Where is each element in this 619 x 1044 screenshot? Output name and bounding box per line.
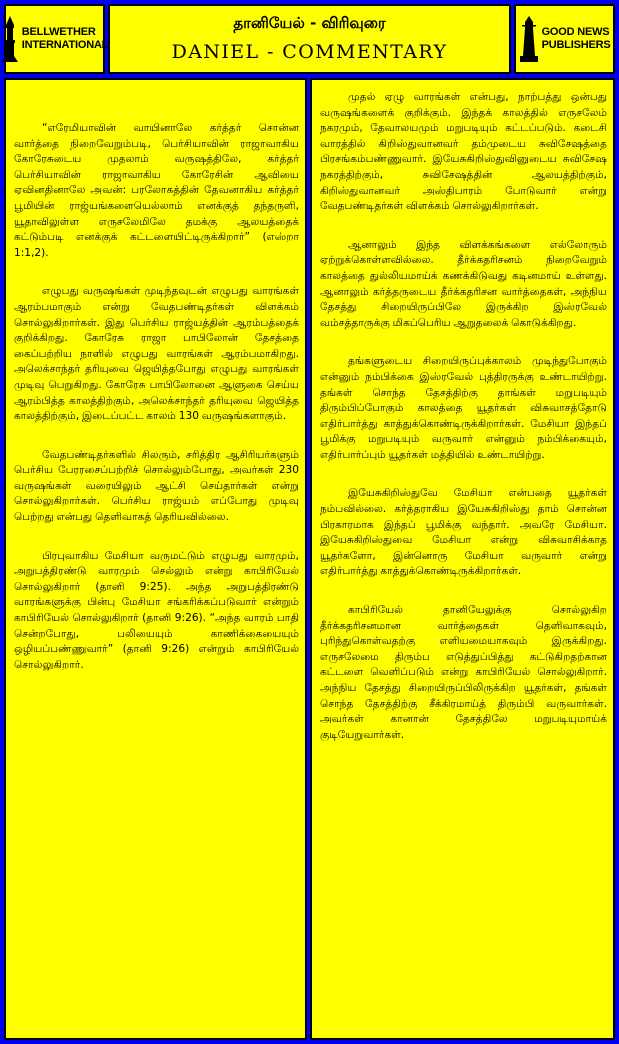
right-column: [310, 78, 615, 1040]
bellwether-logo-box: [4, 4, 109, 74]
right-paragraph-1: முதல் ஏழு வாரங்கள் என்பது, நாற்பத்து ஒன்பது வருஷங்களைக் குறிக்கும். இந்தக் காலத்தில் எருசலேம் நகரமும், தேவாலயமும் மறுபடியும் கட்டப்படும். கடைசி வாரத்தில் கிறிஸ்துவானவர் தம்முடைய சுவிசேஷத்தை பிரசங்கம்பண்ணுவார். இயேசுகிறிஸ்துவினுடைய சுவிசேஷ நகரத்திற்கும், சுவிசேஷத்தின் ஆலயத்திற்கும், கிறிஸ்துவானவர் அஸ்திபாரம் போடுவார் என்று வேதபண்டிதர்கள் விளக்கம் சொல்லுகிறார்கள்.: [320, 91, 607, 213]
title-english: DANIEL - COMMENTARY: [171, 41, 448, 63]
bellwether-logo-text: BELLWETHER INTERNATIONAL: [21, 26, 109, 51]
good-news-logo-box: [514, 4, 615, 74]
left-column: [4, 78, 307, 1040]
title-tamil: தானியேல் - விரிவுரை: [233, 14, 386, 32]
right-paragraph-3: தங்களுடைய சிறையிருப்புக்காலம் முடிந்துபோகும் என்னும் நம்பிக்கை இஸ்ரவேல் புத்திரருக்கு உண்டாயிற்று. தங்கள் சொந்த தேசத்திற்கு தாங்கள் மறுபடியும் திரும்பிப்போகும் காலத்தை யூதர்கள் விசுவாசத்தோடு எதிர்பார்த்து காத்துக்கொண்டிருக்கிறார்கள். மேசியா இந்தப் பூமிக்கு மறுபடியும் வருவார் என்னும் நம்பிக்கையும், எதிர்பார்ப்பும் யூதர்கள் மத்தியில் உண்டாயிற்று.: [320, 355, 607, 461]
good-news-logo-text: GOOD NEWS PUBLISHERS: [541, 26, 611, 51]
right-paragraph-4: இயேசுகிறிஸ்துவே மேசியா என்பதை யூதர்கள் நம்பவில்லை. கர்த்தராகிய இயேசுகிறிஸ்து தாம் சொன்ன பிரகாரமாக இந்தப் பூமிக்கு வந்தார். அவரே மேசியா. இயேசுகிறிஸ்துவை மேசியா என்று விசுவாசிக்காத யூதர்களோ, இன்னொரு மேசியா வருவார் என்று எதிர்பார்த்து காத்துக்கொண்டிருக்கிறார்கள்.: [320, 487, 607, 578]
left-paragraph-4: பிரபுவாகிய மேசியா வருமட்டும் எழுபது வாரமும், அறுபத்திரண்டு வாரமும் செல்லும் என்று காபிரியேல் சொல்லுகிறார் (தானி 9:25). அந்த அறுபத்திரண்டு வாரங்களுக்கு பின்பு மேசியா சங்கரிக்கப்படுவார் என்றும் காபிரியேல் சொல்லுகிறார் (தானி 9:26). “அந்த வாரம் பாதி சென்றபோது, பலியையும் காணிக்கையையும் ஒழியப்பண்ணுவார்” (தானி 9:26) என்றும் காபிரியேல் சொல்லுகிறார்.: [14, 549, 299, 671]
right-paragraph-2: ஆனாலும் இந்த விளக்கங்களை எல்லோரும் ஏற்றுக்கொள்ளவில்லை. தீர்க்கதரிசனம் நிறைவேறும் காலத்தை துல்லியமாய்க் கணக்கிடுவது கடினமாய் உள்ளது. ஆனாலும் கர்த்தருடைய தீர்க்கதரிசன வார்த்தைகள், அந்நிய தேசத்து சிறையிருப்பிலே இருக்கிற இஸ்ரவேல் வம்சத்தாருக்கு மிகப்பெரிய ஆறுதலைக் கொடுக்கிறது.: [320, 238, 607, 329]
left-paragraph-1: “எரேமியாவின் வாயினாலே கர்த்தர் சொன்ன வார்த்தை நிறைவேறும்படி, பெர்சியாவின் ராஜாவாகிய கோரேசுடைய முதலாம் வருஷத்திலே, கர்த்தர் பெர்சியாவின் ராஜாவாகிய கோரேசின் ஆவியை ஏவினதினாலே அவன்: பரலோகத்தின் தேவனாகிய கர்த்தர் பூமியின் ராஜ்யங்களையெல்லாம் எனக்குத் தந்தருளி, யூதாவிலுள்ள எருசலேமிலே தமக்கு ஆலயத்தைக் கட்டும்படி எனக்குக் கட்டளையிட்டிருக்கிறார்” (எஸ்றா 1:1,2).: [14, 122, 299, 259]
right-paragraph-5: காபிரியேல் தானியேலுக்கு சொல்லுகிற தீர்க்கதரிசனமான வார்த்தைகள் தெளிவாகவும், புரிந்துகொள்வதற்கு எளியமையாகவும் இருக்கிறது. எருசலேமை திரும்ப எடுத்துப்பித்து கட்டுகிறதற்கான கட்டளை வெளிப்படும் என்று காபிரியேல் சொல்லுகிறார். அந்நிய தேசத்து சிறையிருப்பிலிருக்கிற யூதர்கள், தங்கள் சொந்த தேசத்திற்கு சீக்கிரமாய்த் திரும்பி வருவார்கள். அவர்கள் கானான் தேசத்திலே மறுபடியுமாய்க் குடியேறுவார்கள்.: [320, 604, 607, 741]
left-paragraph-2: எழுபது வருஷங்கள் முடிந்தவுடன் எழுபது வாரங்கள் ஆரம்பமாகும் என்று வேதபண்டிதர்கள் விளக்கம் சொல்லுகிறார்கள். இது பெர்சிய ராஜ்யத்தின் ஆரம்பத்தைக் குறிக்கிறது. கோரேசு ராஜா பாபிலோன் தேசத்தை கைப்பற்றிய நாளில் எழுபது வாரங்கள் ஆரம்பமாகிறது. அலெக்சாந்தர் தரியுவை ஜெயித்தபோது எழுபது வாரங்கள் முடிவு பெறுகிறது. கோரேசு பாபிலோனை ஆளுகை செய்ய ஆரம்பித்த காலத்திற்கும், அலெக்சாந்தர் தரியுவை ஜெயித்த காலத்திற்கும், இடைப்பட்ட காலம் 130 வருஷங்களாகும்.: [14, 285, 299, 423]
bell-tower-icon: [1, 16, 19, 62]
bellwether-logo: [6, 6, 109, 72]
good-news-logo: [516, 6, 613, 72]
left-paragraph-3: வேதபண்டிதர்களில் சிலரும், சரித்திர ஆசிரியர்களும் பெர்சிய பேரரசைப்பற்றிச் சொல்லும்போது, அவர்கள் 230 வருஷங்கள் வரையிலும் ஆட்சி செய்தார்கள் என்று சொல்லுகிறார்கள். பெர்சிய ராஜ்யம் எப்போது முடிவு பெற்றது என்பது தெளிவாகத் தெரியவில்லை.: [14, 448, 299, 524]
lighthouse-icon: [519, 16, 539, 62]
title-box: [108, 4, 511, 74]
